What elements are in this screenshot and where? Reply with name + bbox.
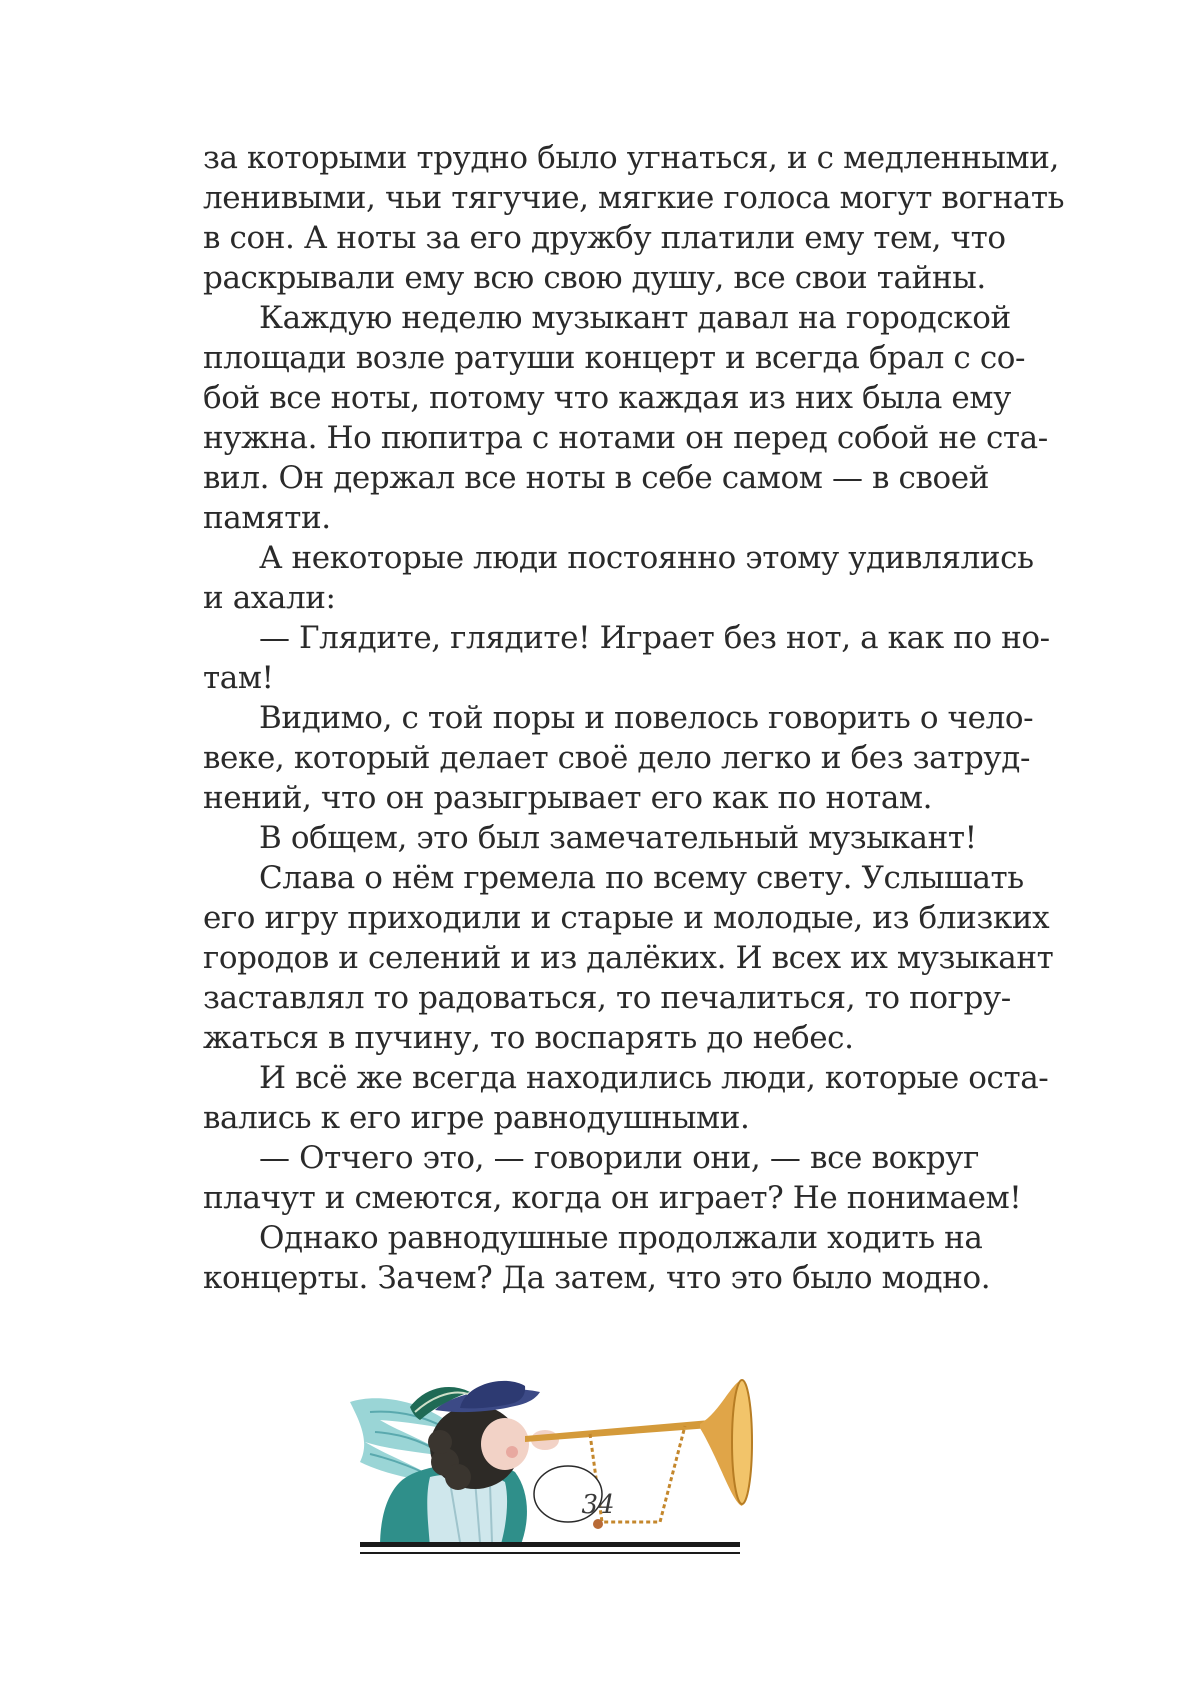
text-line: заставлял то радоваться, то печалиться, то погру- xyxy=(203,980,1011,1016)
text-line: вил. Он держал все ноты в себе самом — в своей xyxy=(203,460,989,496)
paragraph-9 xyxy=(203,1138,1022,1218)
text-line: А некоторые люди постоянно этому удивлялись xyxy=(259,540,1034,576)
text-line: там! xyxy=(203,660,274,696)
text-line: нужна. Но пюпитра с нотами он перед собой не ста- xyxy=(203,420,1048,456)
paragraph-1 xyxy=(203,138,1065,298)
text-line: и ахали: xyxy=(203,580,336,616)
text-line: ленивыми, чьи тягучие, мягкие голоса могут вогнать xyxy=(203,180,1065,216)
paragraph-4 xyxy=(203,618,1050,698)
paragraph-6 xyxy=(203,818,979,858)
text-line: — Глядите, глядите! Играет без нот, а как по но- xyxy=(259,620,1050,656)
text-line: Однако равнодушные продолжали ходить на xyxy=(259,1220,983,1256)
paragraph-10 xyxy=(203,1218,991,1298)
text-line: его игру приходили и старые и молодые, из близких xyxy=(203,900,1050,936)
text-line: концерты. Зачем? Да затем, что это было модно. xyxy=(203,1260,991,1296)
angel-with-trumpet-icon xyxy=(340,1372,810,1562)
text-line: за которыми трудно было угнаться, и с медленными, xyxy=(203,140,1059,176)
text-line: плачут и смеются, когда он играет? Не понимаем! xyxy=(203,1180,1022,1216)
body-text xyxy=(203,138,1065,1298)
paragraph-7 xyxy=(203,858,1054,1058)
text-line: нений, что он разыгрывает его как по нотам. xyxy=(203,780,933,816)
text-line: веке, который делает своё дело легко и без затруд- xyxy=(203,740,1031,776)
text-line: вались к его игре равнодушными. xyxy=(203,1100,750,1136)
paragraph-8 xyxy=(203,1058,1049,1138)
text-line: Видимо, с той поры и повелось говорить о чело- xyxy=(259,700,1034,736)
paragraph-5 xyxy=(203,698,1034,818)
text-line: — Отчего это, — говорили они, — все вокруг xyxy=(259,1140,979,1176)
paragraph-3 xyxy=(203,538,1034,618)
text-line: памяти. xyxy=(203,500,331,536)
text-line: раскрывали ему всю свою душу, все свои тайны. xyxy=(203,260,986,296)
page-number: 34 xyxy=(581,1490,615,1520)
text-line: бой все ноты, потому что каждая из них была ему xyxy=(203,380,1011,416)
text-line: Слава о нём гремела по всему свету. Услышать xyxy=(259,860,1024,896)
text-line: жаться в пучину, то воспарять до небес. xyxy=(203,1020,854,1056)
text-line: в сон. А ноты за его дружбу платили ему тем, что xyxy=(203,220,1006,256)
text-line: В общем, это был замечательный музыкант! xyxy=(259,820,977,856)
text-line: Каждую неделю музыкант давал на городской xyxy=(259,300,1011,336)
text-line: площади возле ратуши концерт и всегда брал с со- xyxy=(203,340,1026,376)
text-line: И всё же всегда находились люди, которые оста- xyxy=(259,1060,1049,1096)
text-line: городов и селений и из далёких. И всех их музыкант xyxy=(203,940,1054,976)
paragraph-2 xyxy=(203,298,1048,538)
